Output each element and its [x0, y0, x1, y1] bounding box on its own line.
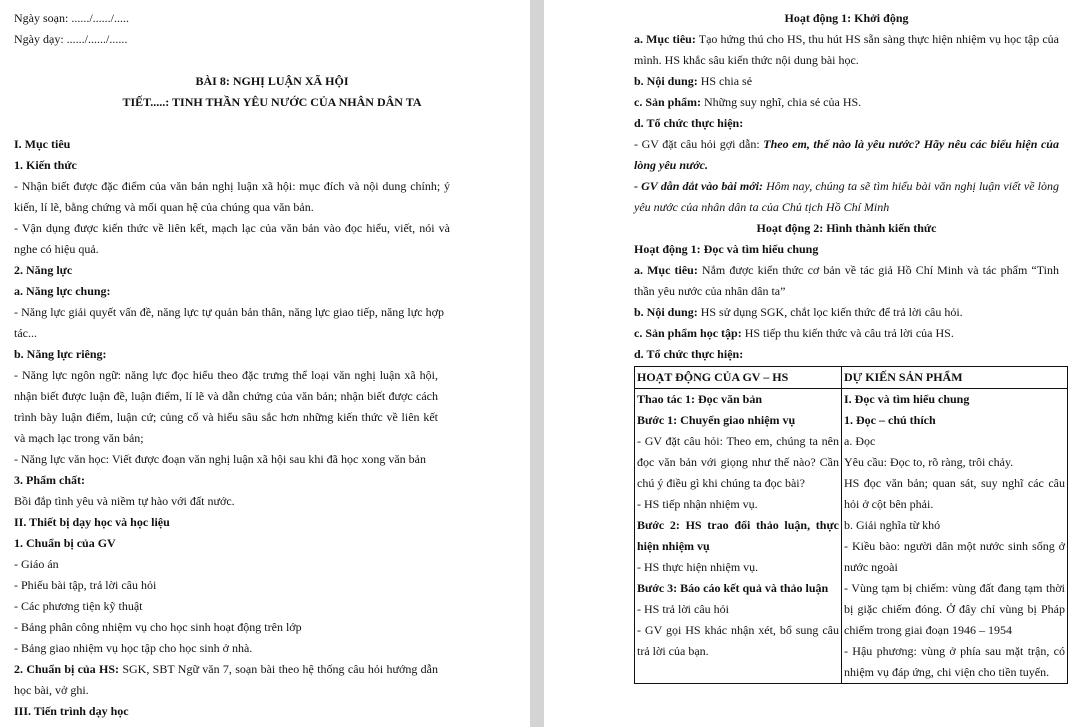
lead-in-prefix: - GV dẫn dắt vào bài mới: — [634, 179, 763, 193]
product-heading-2: 1. Đọc – chú thích — [844, 413, 936, 427]
step-3-heading: Bước 3: Báo cáo kết quả và thảo luận — [637, 581, 829, 595]
product-item: - Kiều bào: người dân một nước sinh sống ở nước ngoài — [844, 539, 1065, 574]
guiding-question-text: Theo em, thế nào là yêu nước? Hãy nêu các biểu hiện của lòng yêu nước. — [634, 137, 1059, 172]
table-header-row — [635, 367, 1068, 389]
content-paragraph-2 — [634, 302, 1059, 323]
step-2-heading: Bước 2: HS trao đổi thảo luận, thực hiện nhiệm vụ — [637, 518, 839, 553]
specific-competence-text: - Năng lực ngôn ngữ: năng lực đọc hiểu theo đặc trưng thể loại văn nghị luận xã hội, nhận biết được luận đề, luận điểm, lí lẽ và dẫn chứng của văn bản; nhận biết được cách trình bày luận điểm, luận cứ; củng cố và hiểu sâu sắc hơn những kiến thức về liên kết và mạch lạc trong văn bản; — [14, 368, 438, 445]
content-label: b. Nội dung: — [634, 74, 698, 88]
guiding-question-prefix: - GV đặt câu hỏi gợi dẫn: — [634, 137, 764, 151]
content-label-2: b. Nội dung: — [634, 305, 698, 319]
document-page-left — [0, 0, 530, 727]
product-item: a. Đọc — [844, 434, 876, 448]
period-title: TIẾT.....: TINH THẦN YÊU NƯỚC CỦA NHÂN DÂN TA — [122, 95, 422, 109]
teacher-prep-item: - Phiếu bài tập, trả lời câu hỏi — [14, 578, 157, 592]
organization-label-2: d. Tổ chức thực hiện: — [634, 347, 744, 361]
product-item: - Vùng tạm bị chiếm: vùng đất đang tạm thời bị giặc chiếm đóng. Ở đây chỉ vùng bị Pháp chiếm trong giai đoạn 1946 – 1954 — [844, 581, 1065, 637]
teacher-prep-item: - Bảng phân công nhiệm vụ cho học sinh hoạt động trên lớp — [14, 620, 302, 634]
section-equipment: II. Thiết bị dạy học và học liệu — [14, 515, 170, 529]
qualities-text: Bồi đắp tình yêu và niềm tự hào với đất nước. — [14, 494, 235, 508]
product-text: Những suy nghĩ, chia sẻ của HS. — [701, 95, 862, 109]
knowledge-item: - Nhận biết được đặc điểm của văn bản nghị luận xã hội: mục đích và nội dung chính; ý kiến, lí lẽ, bằng chứng và mối quan hệ của chúng qua văn bản. — [14, 179, 450, 214]
date-prepared: Ngày soạn: ....../....../..... — [14, 11, 129, 25]
product-item: Yêu cầu: Đọc to, rõ ràng, trôi chảy. — [844, 455, 1014, 469]
objective-label-2: a. Mục tiêu: — [634, 263, 698, 277]
teacher-prep-item: - Giáo án — [14, 557, 59, 571]
section-objectives: I. Mục tiêu — [14, 137, 71, 151]
date-taught: Ngày dạy: ....../....../...... — [14, 32, 128, 46]
objective-text-2: Nắm được kiến thức cơ bản về tác giả Hồ Chí Minh và tác phẩm “Tinh thần yêu nước của nhân dân ta” — [634, 263, 1059, 298]
product-item: b. Giải nghĩa từ khó — [844, 518, 941, 532]
knowledge-item: - Vận dụng được kiến thức về liên kết, mạch lạc của văn bản vào đọc hiểu, viết, nói và nghe có hiệu quả. — [14, 221, 450, 256]
heading-competence: 2. Năng lực — [14, 263, 73, 277]
heading-knowledge: 1. Kiến thức — [14, 158, 77, 172]
sub-activity-title: Hoạt động 1: Đọc và tìm hiểu chung — [634, 242, 819, 256]
student-prep-paragraph — [14, 659, 438, 701]
content-text-2: HS sử dụng SGK, chắt lọc kiến thức để trả lời câu hỏi. — [697, 305, 963, 319]
table-header-activities: HOẠT ĐỘNG CỦA GV – HS — [635, 367, 842, 389]
table-row — [635, 389, 1068, 684]
product-item: - Hậu phương: vùng ở phía sau mặt trận, có nhiệm vụ đáp ứng, chi viện cho tiền tuyến. — [844, 644, 1065, 679]
objective-text: Tạo hứng thú cho HS, thu hút HS sẵn sàng thực hiện nhiệm vụ học tập của mình. HS khắc sâu kiến thức nội dung bài học. — [634, 32, 1059, 67]
document-page-right — [544, 0, 1081, 727]
product-label: c. Sản phẩm: — [634, 95, 702, 109]
teacher-prep-item: - Bảng giao nhiệm vụ học tập cho học sinh ở nhà. — [14, 641, 253, 655]
student-prep-text: SGK, SBT Ngữ văn 7, soạn bài theo hệ thống câu hỏi hướng dẫn học bài, vở ghi. — [14, 662, 439, 697]
step-1-text-2: - HS tiếp nhận nhiệm vụ. — [637, 497, 758, 511]
general-competence-text: - Năng lực giải quyết vấn đề, năng lực tự quản bản thân, năng lực giao tiếp, năng lực hợp tác... — [14, 305, 444, 340]
table-cell-expected-products — [842, 389, 1068, 684]
heading-specific-competence: b. Năng lực riêng: — [14, 347, 107, 361]
product-text-2: HS tiếp thu kiến thức và câu trả lời của HS. — [741, 326, 954, 340]
activity-2-title: Hoạt động 2: Hình thành kiến thức — [756, 221, 937, 235]
product-paragraph-2 — [634, 323, 1059, 344]
lesson-title: BÀI 8: NGHỊ LUẬN XÃ HỘI — [195, 74, 349, 88]
step-1-heading: Bước 1: Chuyển giao nhiệm vụ — [637, 413, 796, 427]
table-cell-activities — [635, 389, 842, 684]
step-3-text-2: - GV gọi HS khác nhận xét, bổ sung câu trả lời của bạn. — [637, 623, 839, 658]
objective-paragraph-2 — [634, 260, 1059, 302]
operation-heading: Thao tác 1: Đọc văn bản — [637, 392, 763, 406]
heading-teacher-prep: 1. Chuẩn bị của GV — [14, 536, 116, 550]
heading-general-competence: a. Năng lực chung: — [14, 284, 111, 298]
product-heading-1: I. Đọc và tìm hiểu chung — [844, 392, 970, 406]
teacher-prep-item: - Các phương tiện kỹ thuật — [14, 599, 143, 613]
lead-in-paragraph — [634, 176, 1059, 218]
organization-label: d. Tổ chức thực hiện: — [634, 116, 744, 130]
step-2-text: - HS thực hiện nhiệm vụ. — [637, 560, 759, 574]
literary-competence-text: - Năng lực văn học: Viết được đoạn văn nghị luận xã hội sau khi đã học xong văn bản — [14, 452, 426, 466]
lead-in-text: Hôm nay, chúng ta sẽ tìm hiểu bài văn nghị luận viết về lòng yêu nước của nhân dân ta của Chủ tịch Hồ Chí Minh — [634, 179, 1059, 214]
objective-paragraph — [634, 29, 1059, 71]
activity-1-title: Hoạt động 1: Khởi động — [784, 11, 909, 25]
product-item: HS đọc văn bản; quan sát, suy nghĩ các câu hỏi ở cột bên phải. — [844, 476, 1065, 511]
guiding-question-paragraph — [634, 134, 1059, 176]
student-prep-label: 2. Chuẩn bị của HS: — [14, 662, 120, 676]
product-paragraph — [634, 92, 1059, 113]
heading-qualities: 3. Phẩm chất: — [14, 473, 85, 487]
content-text: HS chia sẻ — [697, 74, 753, 88]
step-3-text: - HS trả lời câu hỏi — [637, 602, 729, 616]
product-label-2: c. Sản phẩm học tập: — [634, 326, 742, 340]
step-1-text: - GV đặt câu hỏi: Theo em, chúng ta nên đọc văn bản với giọng như thế nào? Cần chú ý điều gì khi chúng ta đọc bài? — [637, 434, 839, 490]
activity-table — [634, 366, 1068, 684]
objective-label: a. Mục tiêu: — [634, 32, 696, 46]
section-teaching-process: III. Tiến trình dạy học — [14, 704, 129, 718]
content-paragraph — [634, 71, 1059, 92]
table-header-expected-products: DỰ KIẾN SẢN PHẨM — [842, 367, 1068, 389]
